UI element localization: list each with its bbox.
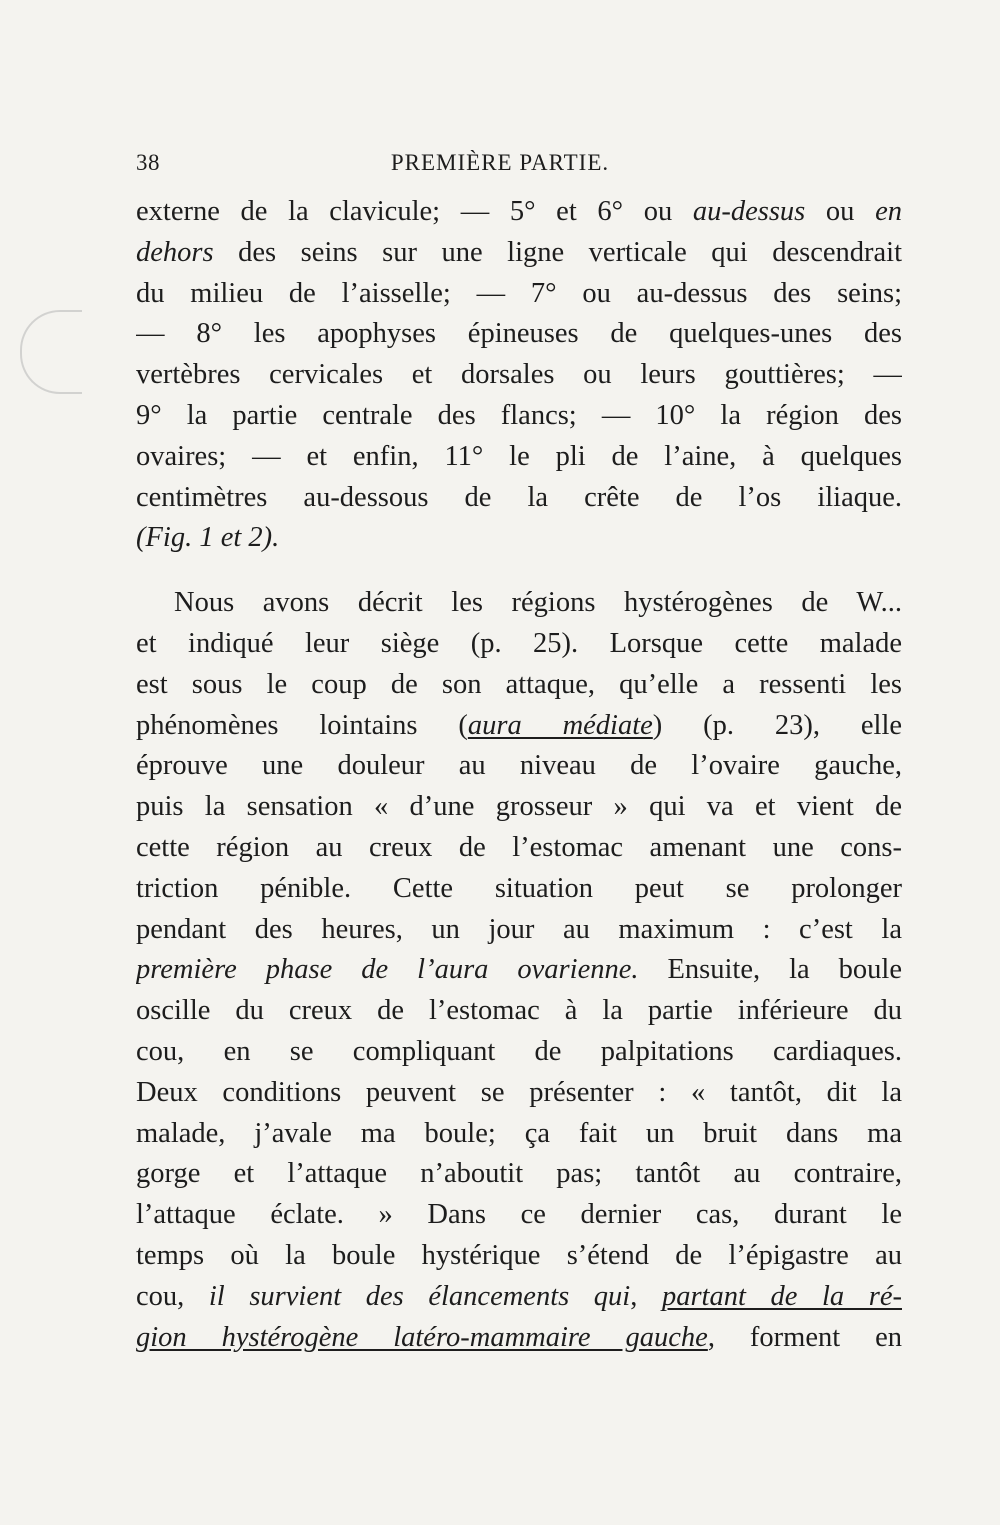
text-line: temps où la boule hystérique s’étend de l’épigastre au bbox=[136, 1239, 902, 1271]
text-line: du milieu de l’aisselle; — 7° ou au-dessus des seins; bbox=[136, 277, 902, 309]
text-line: triction pénible. Cette situation peut se prolonger bbox=[136, 872, 902, 904]
text-line: gorge et l’attaque n’aboutit pas; tantôt au contraire, bbox=[136, 1158, 902, 1190]
body-text bbox=[136, 192, 902, 1358]
text-line: l’attaque éclate. » Dans ce dernier cas, durant le bbox=[136, 1199, 902, 1231]
text-line: centimètres au-dessous de la crête de l’os iliaque. bbox=[136, 481, 902, 513]
text-line: ovaires; — et enfin, 11° le pli de l’aine, à quelques bbox=[136, 440, 902, 472]
text-line: — 8° les apophyses épineuses de quelques-unes des bbox=[136, 318, 902, 350]
page-number: 38 bbox=[136, 150, 160, 175]
text-line: gion hystérogène latéro-mammaire gauche, forment en bbox=[136, 1321, 902, 1353]
text-line: externe de la clavicule; — 5° et 6° ou au-dessus ou en bbox=[136, 196, 902, 227]
text-line: puis la sensation « d’une grosseur » qui va et vient de bbox=[136, 791, 902, 823]
text-line: cou, il survient des élancements qui, partant de la ré- bbox=[136, 1280, 902, 1312]
text-line: 9° la partie centrale des flancs; — 10° la région des bbox=[136, 399, 902, 431]
text-line: oscille du creux de l’estomac à la partie inférieure du bbox=[136, 995, 902, 1027]
text-line: est sous le coup de son attaque, qu’elle a ressenti les bbox=[136, 668, 902, 700]
text-line: cette région au creux de l’estomac amenant une cons- bbox=[136, 831, 902, 863]
paragraph-gap bbox=[136, 559, 902, 583]
text-line: cou, en se compliquant de palpitations cardiaques. bbox=[136, 1035, 902, 1067]
running-title: PREMIÈRE PARTIE. bbox=[390, 150, 610, 175]
margin-mark bbox=[20, 310, 82, 394]
text-line: Nous avons décrit les régions hystérogènes de W... bbox=[174, 587, 902, 619]
text-line: phénomènes lointains (aura médiate) (p. 23), elle bbox=[136, 709, 902, 741]
text-line bbox=[136, 518, 902, 559]
text-line: éprouve une douleur au niveau de l’ovaire gauche, bbox=[136, 750, 902, 782]
text-line: malade, j’avale ma boule; ça fait un bruit dans ma bbox=[136, 1117, 902, 1149]
text-line: pendant des heures, un jour au maximum : c’est la bbox=[136, 913, 902, 945]
text-line: première phase de l’aura ovarienne. Ensuite, la boule bbox=[136, 954, 902, 986]
text-line: dehors des seins sur une ligne verticale qui descendrait bbox=[136, 236, 902, 268]
figure-reference: (Fig. 1 et 2). bbox=[136, 522, 280, 554]
text-line: et indiqué leur siège (p. 25). Lorsque cette malade bbox=[136, 627, 902, 659]
text-line: vertèbres cervicales et dorsales ou leurs gouttières; — bbox=[136, 359, 902, 391]
text-line: Deux conditions peuvent se présenter : « tantôt, dit la bbox=[136, 1076, 902, 1108]
